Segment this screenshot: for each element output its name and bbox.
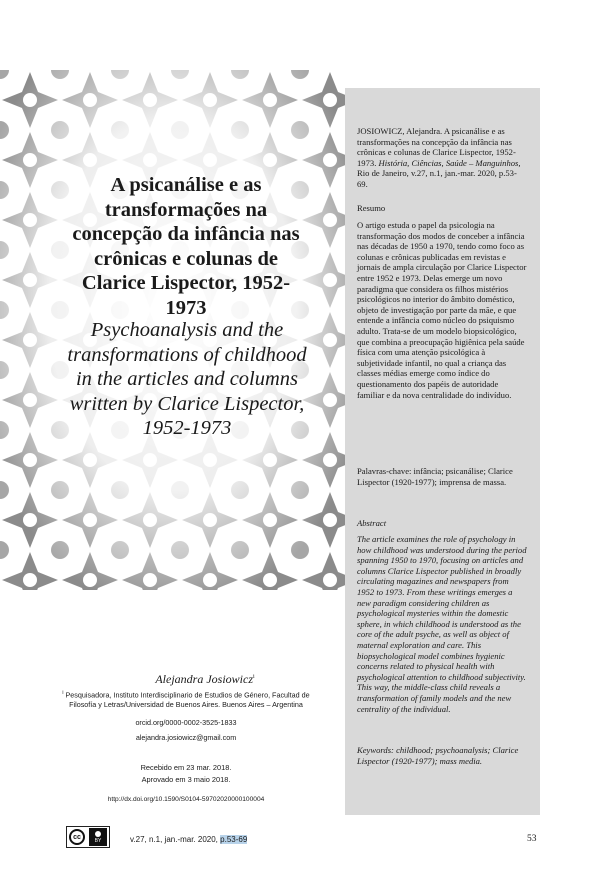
citation-authors-title: JOSIOWICZ, Alejandra. A psicanálise e as transformações na concepção da infância nas crônicas e colunas de Clarice Lispector, 1952-1973. xyxy=(357,126,516,168)
article-title-portuguese: A psicanálise e as transformações na concepção da infância nas crônicas e colunas de Clarice Lispector, 1952-1973 xyxy=(72,174,300,319)
author-footnote-marker: i xyxy=(253,674,255,680)
citation-journal: História, Ciências, Saúde – Manguinhos, xyxy=(378,157,521,168)
submission-dates xyxy=(62,762,310,786)
article-title-english: Psychoanalysis and the transformations of childhood in the articles and columns written by Clarice Lispector, 1952-1973 xyxy=(67,319,307,439)
author-orcid[interactable]: orcid.org/0000-0002-3525-1833 xyxy=(135,718,237,727)
author-name-text: Alejandra Josiowicz xyxy=(155,672,253,686)
doi-link[interactable]: http://dx.doi.org/10.1590/S0104-59702020000100004 xyxy=(107,796,265,803)
person-icon xyxy=(95,831,101,837)
keywords-english: Keywords: childhood; psychoanalysis; Clarice Lispector (1920-1977); mass media. xyxy=(357,745,519,766)
page-number: 53 xyxy=(527,834,537,844)
citation-details: Rio de Janeiro, v.27, n.1, jan.-mar. 2020, p.53-69. xyxy=(357,168,517,189)
footer-page-range: p.53-69 xyxy=(220,835,248,844)
footer-issue-reference xyxy=(130,835,247,844)
author-affiliation xyxy=(62,688,310,710)
abstract-heading: Abstract xyxy=(357,518,387,528)
author-name xyxy=(100,672,310,687)
affiliation-text: Pesquisadora, Instituto Interdisciplinario de Estudios de Género, Facultad de Filosofía y Letras/Universidad de Buenos Aires. Buenos Aires – Argentina xyxy=(65,690,310,710)
received-date: Recebido em 23 mar. 2018. xyxy=(140,763,232,772)
citation-reference xyxy=(357,126,527,190)
abstract-text: The article examines the role of psychology in how childhood was understood during the period spanning 1950 to 1970, focusing on articles and columns Clarice Lispector published in broadly circulating magazines and newspapers from 1952 to 1973. From these writings emerges a new paradigm considering children as psychological mysteries within the domestic sphere, in which childhood is understood as the core of the adult psyche, as well as object of maternal exploration and care. This biopsychological model combines hygienic concerns related to physical health with psychological attention to childhood subjectivity. This way, the middle-class child reveals a transformation of family models and the new centrality of the individual. xyxy=(357,534,527,714)
author-email[interactable]: alejandra.josiowicz@gmail.com xyxy=(135,733,237,742)
approved-date: Aprovado em 3 maio 2018. xyxy=(141,775,231,784)
cc-icon: cc xyxy=(69,829,85,845)
by-label: BY xyxy=(94,837,102,844)
resumo-heading: Resumo xyxy=(357,203,386,213)
creative-commons-license-badge[interactable] xyxy=(66,826,110,848)
affiliation-marker: i xyxy=(62,690,64,696)
keywords-portuguese: Palavras-chave: infância; psicanálise; Clarice Lispector (1920-1977); imprensa de massa. xyxy=(357,466,513,487)
resumo-text: O artigo estuda o papel da psicologia na transformação dos modos de conceber a infância nas décadas de 1950 a 1970, tendo como foco as colunas e crônicas publicadas em revistas e jornais de ampla circulação por Clarice Lispector entre 1952 e 1973. Delas emerge um novo paradigma que considera os filhos mistérios psicológicos no interior do âmbito doméstico, objeto de investigação por parte da mãe, e que entende a infância como núcleo do psiquismo adulto. Trata-se de um modelo biopsicológico, que combina a preocupação higiênica pela saúde física com uma atenção psicológica à subjetividade infantil, no qual a criança das classes médias emerge como índice do questionamento dos papéis de autoridade familiar e da nova centralidade do indivíduo. xyxy=(357,220,527,400)
footer-volume-issue: v.27, n.1, jan.-mar. 2020, xyxy=(130,835,218,844)
by-attribution-icon xyxy=(89,828,107,846)
